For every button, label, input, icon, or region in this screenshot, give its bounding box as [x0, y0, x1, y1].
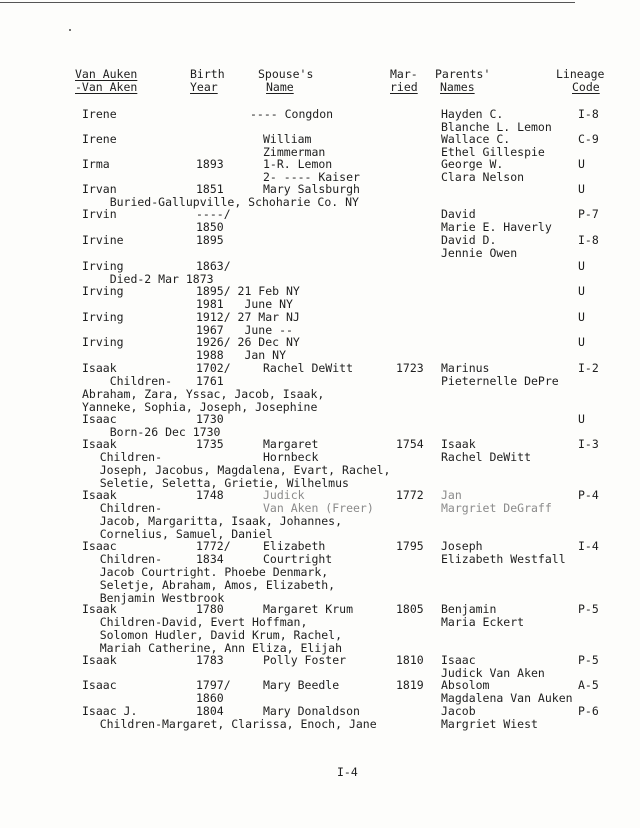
entry-parents: Benjamin Maria Eckert [441, 602, 525, 629]
scan-speck [69, 29, 71, 31]
entry-lineage-code: U [578, 310, 585, 324]
entry-lineage-code: A-5 [578, 678, 599, 692]
header-married-line1: Mar- [390, 67, 418, 81]
entry-spouse: Polly Foster [263, 653, 347, 667]
entry-note: Died-2 Mar 1873 [82, 272, 214, 286]
entry-lineage-code: P-5 [578, 653, 599, 667]
entry-lineage-code: C-9 [578, 132, 599, 146]
entry-birth-year: 1895 [196, 233, 224, 247]
entry-birth-year: 1863/ [196, 259, 231, 273]
entry-name: Irma [82, 157, 110, 171]
entry-children: Children- Joseph, Jacobus, Magdalena, Evart, Rachel, Seletie, Seletta, Grietie, Wilhelmus [99, 450, 391, 490]
entry-name: Isaak [82, 437, 117, 451]
entry-birth-year: 1797/ 1860 [196, 678, 231, 705]
entry-name: Isaac [82, 539, 117, 553]
entry-lineage-code: I-3 [578, 437, 599, 451]
entry-lineage-code: U [578, 259, 585, 273]
page-number: I-4 [337, 765, 358, 779]
entry-married-year: 1805 [396, 602, 424, 616]
entry-children: Children-Margaret, Clarissa, Enoch, Jane [72, 717, 377, 731]
entry-name: Irvan [82, 182, 117, 196]
entry-name: Irving [82, 259, 124, 273]
entry-lineage-code: U [578, 335, 585, 349]
entry-married-year: 1819 [396, 678, 424, 692]
entry-married-year: 1810 [396, 653, 424, 667]
entry-birth-death: 1912/ 27 Mar NJ 1967 June -- [196, 310, 300, 337]
entry-parents: David Marie E. Haverly [441, 207, 552, 234]
entry-birth-death: 1926/ 26 Dec NY 1988 Jan NY [196, 335, 300, 362]
entry-birth-year: 1804 [196, 704, 224, 718]
entry-name: Isaak [82, 653, 117, 667]
entry-lineage-code: P-5 [578, 602, 599, 616]
header-spouse-line1: Spouse's [258, 67, 314, 81]
entry-birth-year: 1730 [196, 412, 224, 426]
entry-parents: Joseph Elizabeth Westfall [441, 539, 566, 566]
entry-spouse: 1-R. Lemon 2- ---- Kaiser [263, 157, 360, 184]
entry-birth-year: ----/ 1850 [196, 207, 231, 234]
entry-lineage-code: U [578, 412, 585, 426]
entry-parents: George W. Clara Nelson [441, 157, 525, 184]
entry-lineage-code: I-8 [578, 107, 599, 121]
entry-name: Isaac J. [82, 704, 138, 718]
entry-name: Isaac [82, 412, 117, 426]
entry-note: Buried-Gallupville, Schoharie Co. NY [82, 195, 359, 209]
entry-parents: David D. Jennie Owen [441, 233, 518, 260]
entry-lineage-code: U [578, 157, 585, 171]
entry-spouse: Mary Salsburgh [263, 182, 360, 196]
entry-birth-year: 1851 [196, 182, 224, 196]
entry-lineage-code: I-4 [578, 539, 599, 553]
entry-birth-year: 1748 [196, 488, 224, 502]
entry-parents: Wallace C. Ethel Gillespie [441, 132, 545, 159]
entry-birth-year: 1783 [196, 653, 224, 667]
entry-lineage-code: U [578, 182, 585, 196]
entry-parents: Jan Margriet DeGraff [441, 488, 552, 515]
entry-birth-year: 1772/ 1834 [196, 539, 231, 566]
entry-spouse: Margaret Krum [263, 602, 354, 616]
entry-name: Isaac [82, 678, 117, 692]
entry-name: Irving [82, 310, 124, 324]
entry-note: Born-26 Dec 1730 [82, 425, 221, 439]
entry-children: Children-David, Evert Hoffman, Solomon Hudler, David Krum, Rachel, Mariah Catherine, Ann Eliza, Elijah [99, 615, 343, 655]
entry-birth-year: 1735 [196, 437, 224, 451]
entry-spouse: Margaret Hornbeck [263, 437, 319, 464]
entry-name: Isaak [82, 361, 117, 375]
entry-spouse: Elizabeth Courtright [263, 539, 333, 566]
entry-spouse: William Zimmerman [263, 132, 326, 159]
header-name-line2: -Van Aken [75, 80, 138, 94]
entry-spouse: Mary Donaldson [263, 704, 360, 718]
header-birth-line2: Year [190, 80, 218, 94]
entry-name: Irving [82, 335, 124, 349]
header-spouse-line2: Name [266, 80, 294, 94]
entry-married-year: 1754 [396, 437, 424, 451]
top-rule [0, 2, 575, 3]
entry-children: Children- Abraham, Zara, Yssac, Jacob, Isaak, Yanneke, Sophia, Joseph, Josephine [82, 374, 325, 414]
header-lineage-line2: Code [572, 80, 600, 94]
header-married-line2: ried [390, 80, 418, 94]
entry-name: Irene [82, 107, 117, 121]
entry-spouse: Judick Van Aken (Freer) [263, 488, 374, 515]
entry-birth-year: 1893 [196, 157, 224, 171]
entry-children: Children- Jacob, Margaritta, Isaak, Johannes, Cornelius, Samuel, Daniel [99, 501, 343, 541]
entry-parents: Marinus Pieternelle DePre [441, 361, 559, 388]
entry-married-year: 1795 [396, 539, 424, 553]
entry-married-year: 1723 [396, 361, 424, 375]
entry-birth-year: 1702/ 1761 [196, 361, 231, 388]
header-parents-line2: Names [440, 80, 475, 94]
entry-name: Irving [82, 284, 124, 298]
entry-lineage-code: U [578, 284, 585, 298]
entry-children: Children- Jacob Courtright. Phoebe Denmark, Seletje, Abraham, Amos, Elizabeth, Benjamin Westbrook [99, 552, 336, 605]
entry-birth-death: 1895/ 21 Feb NY 1981 June NY [196, 284, 300, 311]
entry-lineage-code: I-8 [578, 233, 599, 247]
header-name-line1: Van Auken [75, 67, 138, 81]
entry-lineage-code: I-2 [578, 361, 599, 375]
entry-parents: Isaac Judick Van Aken [441, 653, 545, 680]
entry-spouse: Mary Beedle [263, 678, 340, 692]
entry-parents: Isaak Rachel DeWitt [441, 437, 532, 464]
entry-married-year: 1772 [396, 488, 424, 502]
header-lineage-line1: Lineage [556, 67, 605, 81]
entry-parents: Jacob Margriet Wiest [441, 704, 538, 731]
entry-name: Isaak [82, 602, 117, 616]
header-birth-line1: Birth [190, 67, 225, 81]
entry-name: Irvine [82, 233, 124, 247]
entry-spouse: ---- Congdon [250, 107, 334, 121]
entry-name: Irvin [82, 207, 117, 221]
header-parents-line1: Parents' [435, 67, 491, 81]
entry-spouse: Rachel DeWitt [263, 361, 354, 375]
entry-parents: Absolom Magdalena Van Auken [441, 678, 573, 705]
entry-birth-year: 1780 [196, 602, 224, 616]
entry-lineage-code: P-7 [578, 207, 599, 221]
entry-name: Isaak [82, 488, 117, 502]
entry-lineage-code: P-4 [578, 488, 599, 502]
entry-parents: Hayden C. Blanche L. Lemon [441, 107, 552, 134]
entry-name: Irene [82, 132, 117, 146]
entry-lineage-code: P-6 [578, 704, 599, 718]
